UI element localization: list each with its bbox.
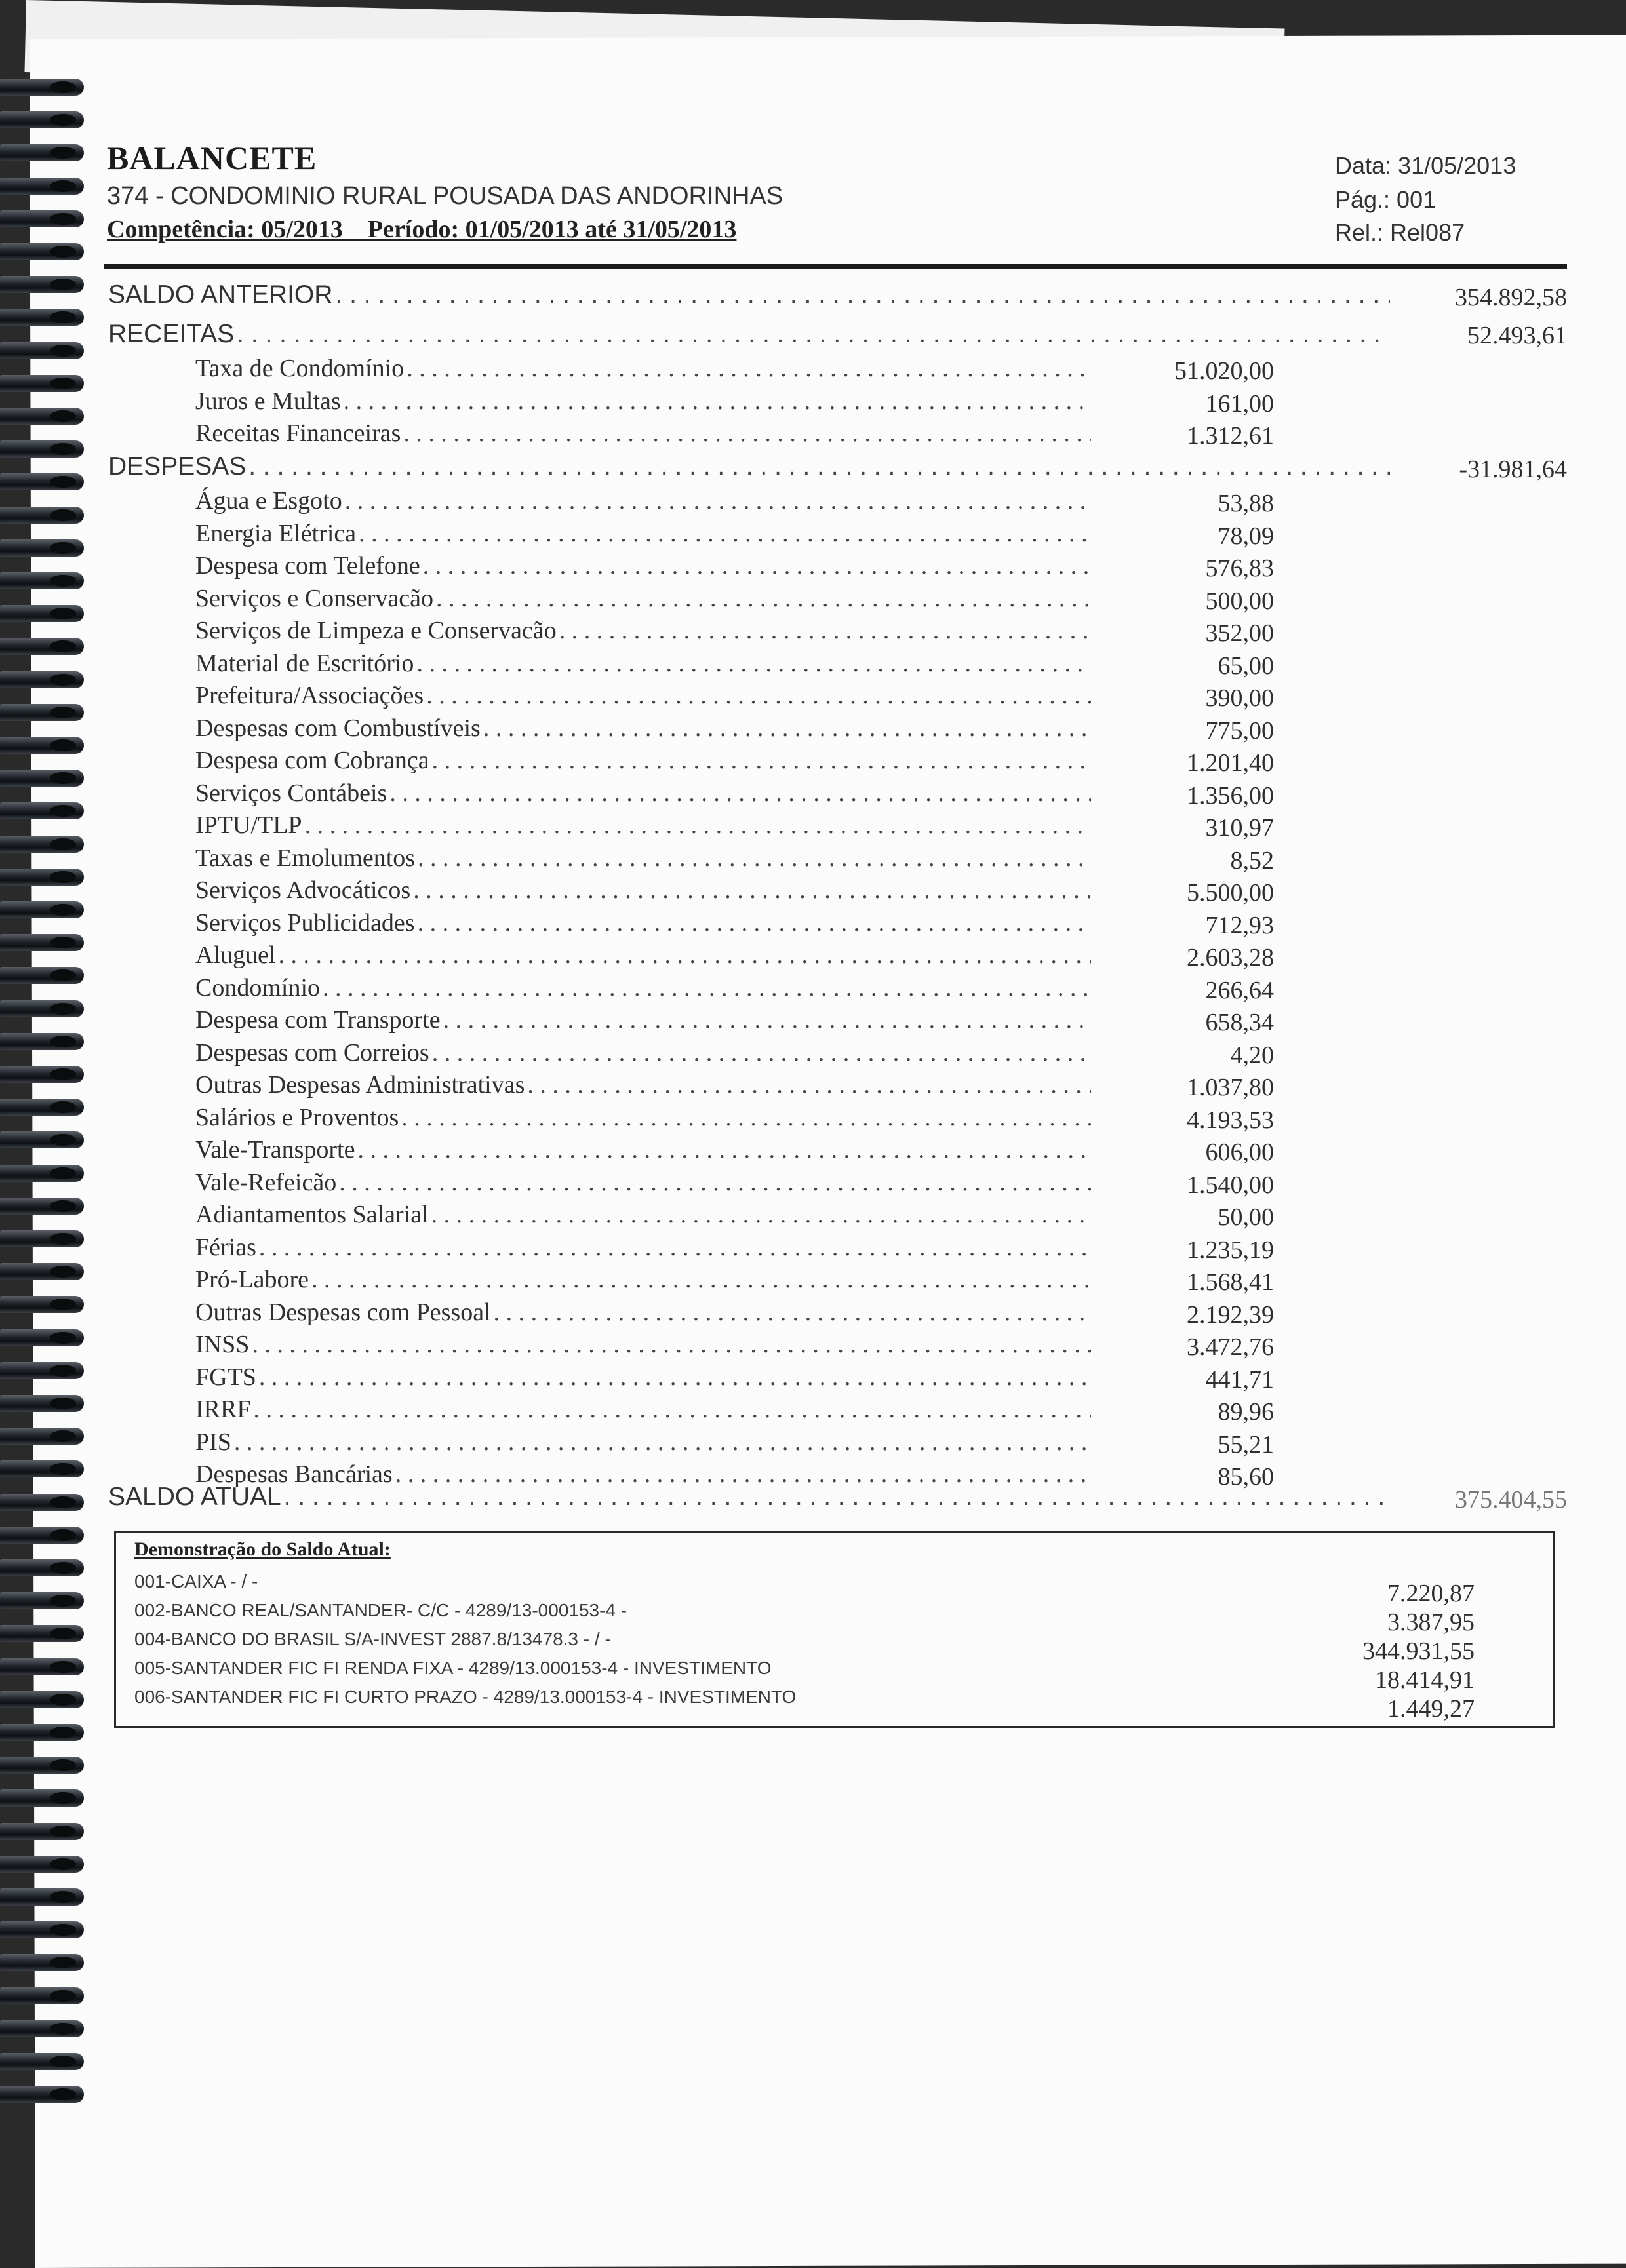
item-label: Material de Escritório [195, 649, 414, 677]
list-item [195, 486, 1091, 519]
demonstracao-title: Demonstração do Saldo Atual: [134, 1538, 391, 1560]
item-value: 8,52 [1230, 846, 1274, 874]
company-name: 374 - CONDOMINIO RURAL POUSADA DAS ANDORINHAS [107, 182, 783, 210]
account-value: 7.220,87 [1387, 1580, 1475, 1607]
item-value: 78,09 [1218, 522, 1274, 550]
item-label: Despesas Bancárias [195, 1460, 393, 1488]
item-value: 712,93 [1205, 911, 1274, 939]
list-item [195, 1233, 1091, 1266]
item-value: 352,00 [1205, 619, 1274, 647]
item-label: Serviços e Conservacão [195, 584, 433, 612]
list-item [195, 551, 1091, 584]
item-value: 1.540,00 [1187, 1171, 1274, 1199]
demonstracao-box [114, 1531, 1555, 1728]
item-value: 658,34 [1205, 1009, 1274, 1036]
list-item [195, 811, 1091, 844]
account-label: 006-SANTANDER FIC FI CURTO PRAZO - 4289/13.000153-4 - INVESTIMENTO [134, 1687, 797, 1707]
list-item [195, 1135, 1091, 1168]
list-item [195, 1265, 1091, 1298]
item-value: 1.037,80 [1187, 1074, 1274, 1101]
item-value: 310,97 [1205, 814, 1274, 842]
item-value: 50,00 [1218, 1203, 1274, 1231]
receitas-total: 52.493,61 [1467, 322, 1567, 349]
item-label: Taxas e Emolumentos [195, 844, 416, 872]
item-value: 89,96 [1218, 1398, 1274, 1426]
list-item [195, 941, 1091, 973]
saldo-anterior-label: SALDO ANTERIOR [108, 281, 333, 309]
item-label: PIS [195, 1428, 231, 1456]
item-value: 2.192,39 [1187, 1300, 1274, 1329]
item-value: 2.603,28 [1187, 944, 1274, 971]
item-label: Vale-Transporte [195, 1136, 355, 1163]
saldo-anterior-row [108, 281, 1390, 313]
item-label: FGTS [195, 1363, 256, 1391]
item-label: Água e Esgoto [195, 487, 342, 515]
despesas-row [108, 452, 1390, 485]
item-label: Despesa com Cobrança [195, 747, 429, 774]
item-value: 266,64 [1205, 976, 1274, 1004]
item-label: Condomínio [195, 973, 321, 1002]
account-value: 3.387,95 [1387, 1609, 1475, 1636]
item-value: 500,00 [1205, 587, 1274, 615]
item-label: Energia Elétrica [195, 519, 357, 547]
list-item [195, 681, 1091, 714]
item-value: 4,20 [1230, 1041, 1274, 1069]
item-value: 1.312,61 [1187, 422, 1274, 450]
list-item [195, 1428, 1091, 1460]
item-value: 1.235,19 [1187, 1236, 1274, 1264]
list-item [195, 519, 1091, 552]
item-label: INSS [195, 1331, 250, 1358]
item-value: 576,83 [1205, 555, 1274, 582]
list-item [195, 1038, 1091, 1071]
list-item [195, 1200, 1091, 1233]
item-label: Serviços Publicidades [195, 909, 415, 937]
item-label: Serviços de Limpeza e Conservacão [195, 617, 557, 644]
item-label: IPTU/TLP [195, 811, 302, 839]
list-item [195, 1330, 1091, 1363]
saldo-atual-label: SALDO ATUAL [108, 1483, 281, 1511]
item-label: Serviços Contábeis [195, 779, 387, 807]
receitas-label: RECEITAS [108, 320, 235, 348]
report-date: Data: 31/05/2013 [1335, 152, 1517, 179]
item-value: 775,00 [1205, 716, 1274, 745]
item-label: Outras Despesas Administrativas [195, 1071, 525, 1099]
page-number: Pág.: 001 [1335, 186, 1437, 213]
header-rule [104, 264, 1567, 269]
list-item [195, 844, 1091, 876]
list-item [195, 1395, 1091, 1428]
item-label: IRRF [195, 1396, 251, 1423]
item-value: 3.472,76 [1187, 1333, 1274, 1361]
list-item [195, 1298, 1091, 1331]
account-value: 18.414,91 [1375, 1666, 1475, 1694]
item-value: 1.356,00 [1187, 781, 1274, 810]
list-item [195, 584, 1091, 617]
item-value: 65,00 [1218, 652, 1274, 680]
item-value: 161,00 [1205, 389, 1274, 418]
list-item [195, 1006, 1091, 1038]
item-value: 55,21 [1218, 1430, 1274, 1458]
list-item [195, 1363, 1091, 1396]
list-item [195, 616, 1091, 649]
list-item [195, 779, 1091, 811]
list-item [195, 387, 1091, 420]
account-label: 005-SANTANDER FIC FI RENDA FIXA - 4289/13.000153-4 - INVESTIMENTO [134, 1658, 772, 1678]
account-value: 1.449,27 [1387, 1695, 1475, 1723]
item-value: 1.568,41 [1187, 1268, 1274, 1296]
item-value: 51.020,00 [1174, 357, 1274, 385]
item-label: Adiantamentos Salarial [195, 1201, 429, 1228]
item-value: 1.201,40 [1187, 749, 1274, 777]
list-item [195, 876, 1091, 909]
account-label: 004-BANCO DO BRASIL S/A-INVEST 2887.8/13478.3 - / - [134, 1629, 611, 1649]
item-label: Taxa de Condomínio [195, 355, 405, 382]
item-label: Despesas com Combustíveis [195, 714, 481, 742]
saldo-anterior-value: 354.892,58 [1455, 284, 1567, 311]
list-item [195, 354, 1091, 387]
despesas-total: -31.981,64 [1459, 456, 1567, 483]
item-label: Prefeitura/Associações [195, 682, 424, 709]
list-item [195, 1070, 1091, 1103]
item-label: Juros e Multas [195, 387, 341, 415]
item-value: 4.193,53 [1187, 1106, 1274, 1134]
item-value: 5.500,00 [1187, 879, 1274, 907]
item-label: Despesas com Correios [195, 1038, 429, 1066]
item-label: Férias [195, 1233, 256, 1261]
receitas-row [108, 320, 1390, 353]
item-value: 85,60 [1218, 1463, 1274, 1491]
item-label: Serviços Advocáticos [195, 876, 411, 904]
item-label: Pró-Labore [195, 1266, 309, 1293]
list-item [195, 1103, 1091, 1136]
saldo-atual-value: 375.404,55 [1455, 1486, 1567, 1514]
item-value: 53,88 [1218, 490, 1274, 517]
despesas-label: DESPESAS [108, 452, 247, 480]
item-label: Vale-Refeicão [195, 1168, 337, 1196]
list-item [195, 419, 1091, 452]
item-label: Salários e Proventos [195, 1103, 399, 1131]
item-value: 390,00 [1205, 684, 1274, 712]
account-label: 002-BANCO REAL/SANTANDER- C/C - 4289/13-000153-4 - [134, 1600, 627, 1620]
report-id: Rel.: Rel087 [1335, 219, 1465, 246]
report-title: BALANCETE [107, 140, 317, 176]
item-label: Receitas Financeiras [195, 420, 401, 447]
list-item [195, 714, 1091, 747]
item-value: 606,00 [1205, 1139, 1274, 1166]
saldo-atual-row [108, 1483, 1390, 1515]
list-item [195, 746, 1091, 779]
account-value: 344.931,55 [1362, 1637, 1475, 1665]
item-label: Outras Despesas com Pessoal [195, 1298, 491, 1326]
list-item [195, 973, 1091, 1006]
competence-period: Competência: 05/2013 Período: 01/05/2013 até 31/05/2013 [107, 216, 737, 243]
account-label: 001-CAIXA - / - [134, 1571, 258, 1592]
item-label: Despesa com Transporte [195, 1006, 441, 1034]
item-value: 441,71 [1205, 1365, 1274, 1394]
item-label: Despesa com Telefone [195, 552, 420, 579]
list-item [195, 649, 1091, 682]
list-item [195, 1168, 1091, 1201]
list-item [195, 909, 1091, 941]
item-label: Aluguel [195, 941, 276, 969]
